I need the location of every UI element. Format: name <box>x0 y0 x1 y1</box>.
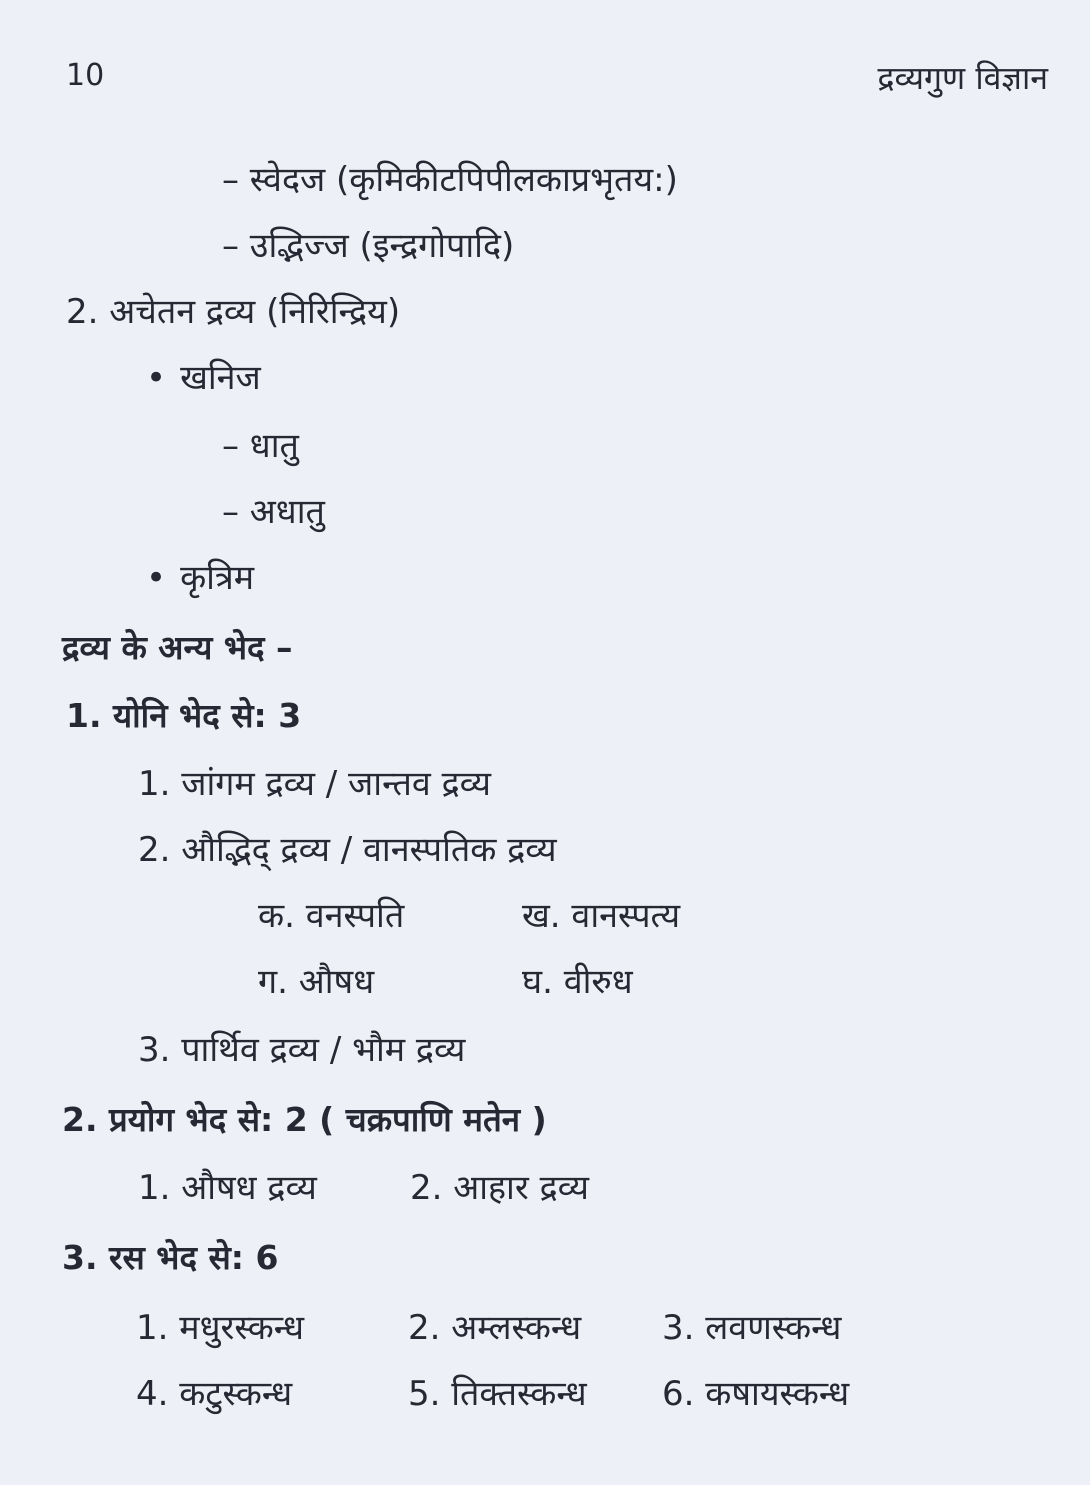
list-item-parthiv: 3. पार्थिव द्रव्य / भौम द्रव्य <box>138 1030 466 1070</box>
list-item-gha: घ. वीरुध <box>522 962 633 1002</box>
subheading-yoni: 1. योनि भेद से: 3 <box>66 696 302 735</box>
list-item-achetan: 2. अचेतन द्रव्य (निरिन्द्रिय) <box>66 292 401 332</box>
list-item-kashay: 6. कषायस्कन्ध <box>662 1374 850 1414</box>
list-item-ka: क. वनस्पति <box>258 896 405 936</box>
list-item-tikta: 5. तिक्तस्कन्ध <box>408 1374 587 1414</box>
list-item-svedaja: – स्वेदज (कृमिकीटपिपीलकाप्रभृतय:) <box>222 160 678 200</box>
page-number: 10 <box>66 58 105 93</box>
bullet-kritrim-label: कृत्रिम <box>180 558 255 598</box>
list-item-madhur: 1. मधुरस्कन्ध <box>136 1308 305 1348</box>
list-item-udbhijja: – उद्भिज्ज (इन्द्रगोपादि) <box>222 226 515 266</box>
running-title: द्रव्यगुण विज्ञान <box>877 59 1048 97</box>
list-item-audbhid: 2. औद्भिद् द्रव्य / वानस्पतिक द्रव्य <box>138 830 557 870</box>
bullet-khanij-label: खनिज <box>180 358 261 398</box>
list-item-aahar: 2. आहार द्रव्य <box>410 1168 589 1208</box>
bullet-kritrim <box>146 556 254 600</box>
subheading-ras: 3. रस भेद से: 6 <box>62 1238 279 1277</box>
section-heading-other-types: द्रव्य के अन्य भेद – <box>62 628 293 667</box>
list-item-lavan: 3. लवणस्कन्ध <box>662 1308 842 1348</box>
list-item-jangam: 1. जांगम द्रव्य / जान्तव द्रव्य <box>138 764 492 804</box>
list-item-amla: 2. अम्लस्कन्ध <box>408 1308 582 1348</box>
bullet-khanij <box>146 356 261 400</box>
list-item-katu: 4. कटुस्कन्ध <box>136 1374 293 1414</box>
list-item-kha: ख. वानस्पत्य <box>522 896 681 936</box>
list-item-ga: ग. औषध <box>258 962 375 1002</box>
subheading-prayog: 2. प्रयोग भेद से: 2 ( चक्रपाणि मतेन ) <box>62 1100 547 1139</box>
list-item-aushadh: 1. औषध द्रव्य <box>138 1168 317 1208</box>
list-item-dhatu: – धातु <box>222 426 299 466</box>
list-item-adhatu: – अधातु <box>222 492 325 532</box>
